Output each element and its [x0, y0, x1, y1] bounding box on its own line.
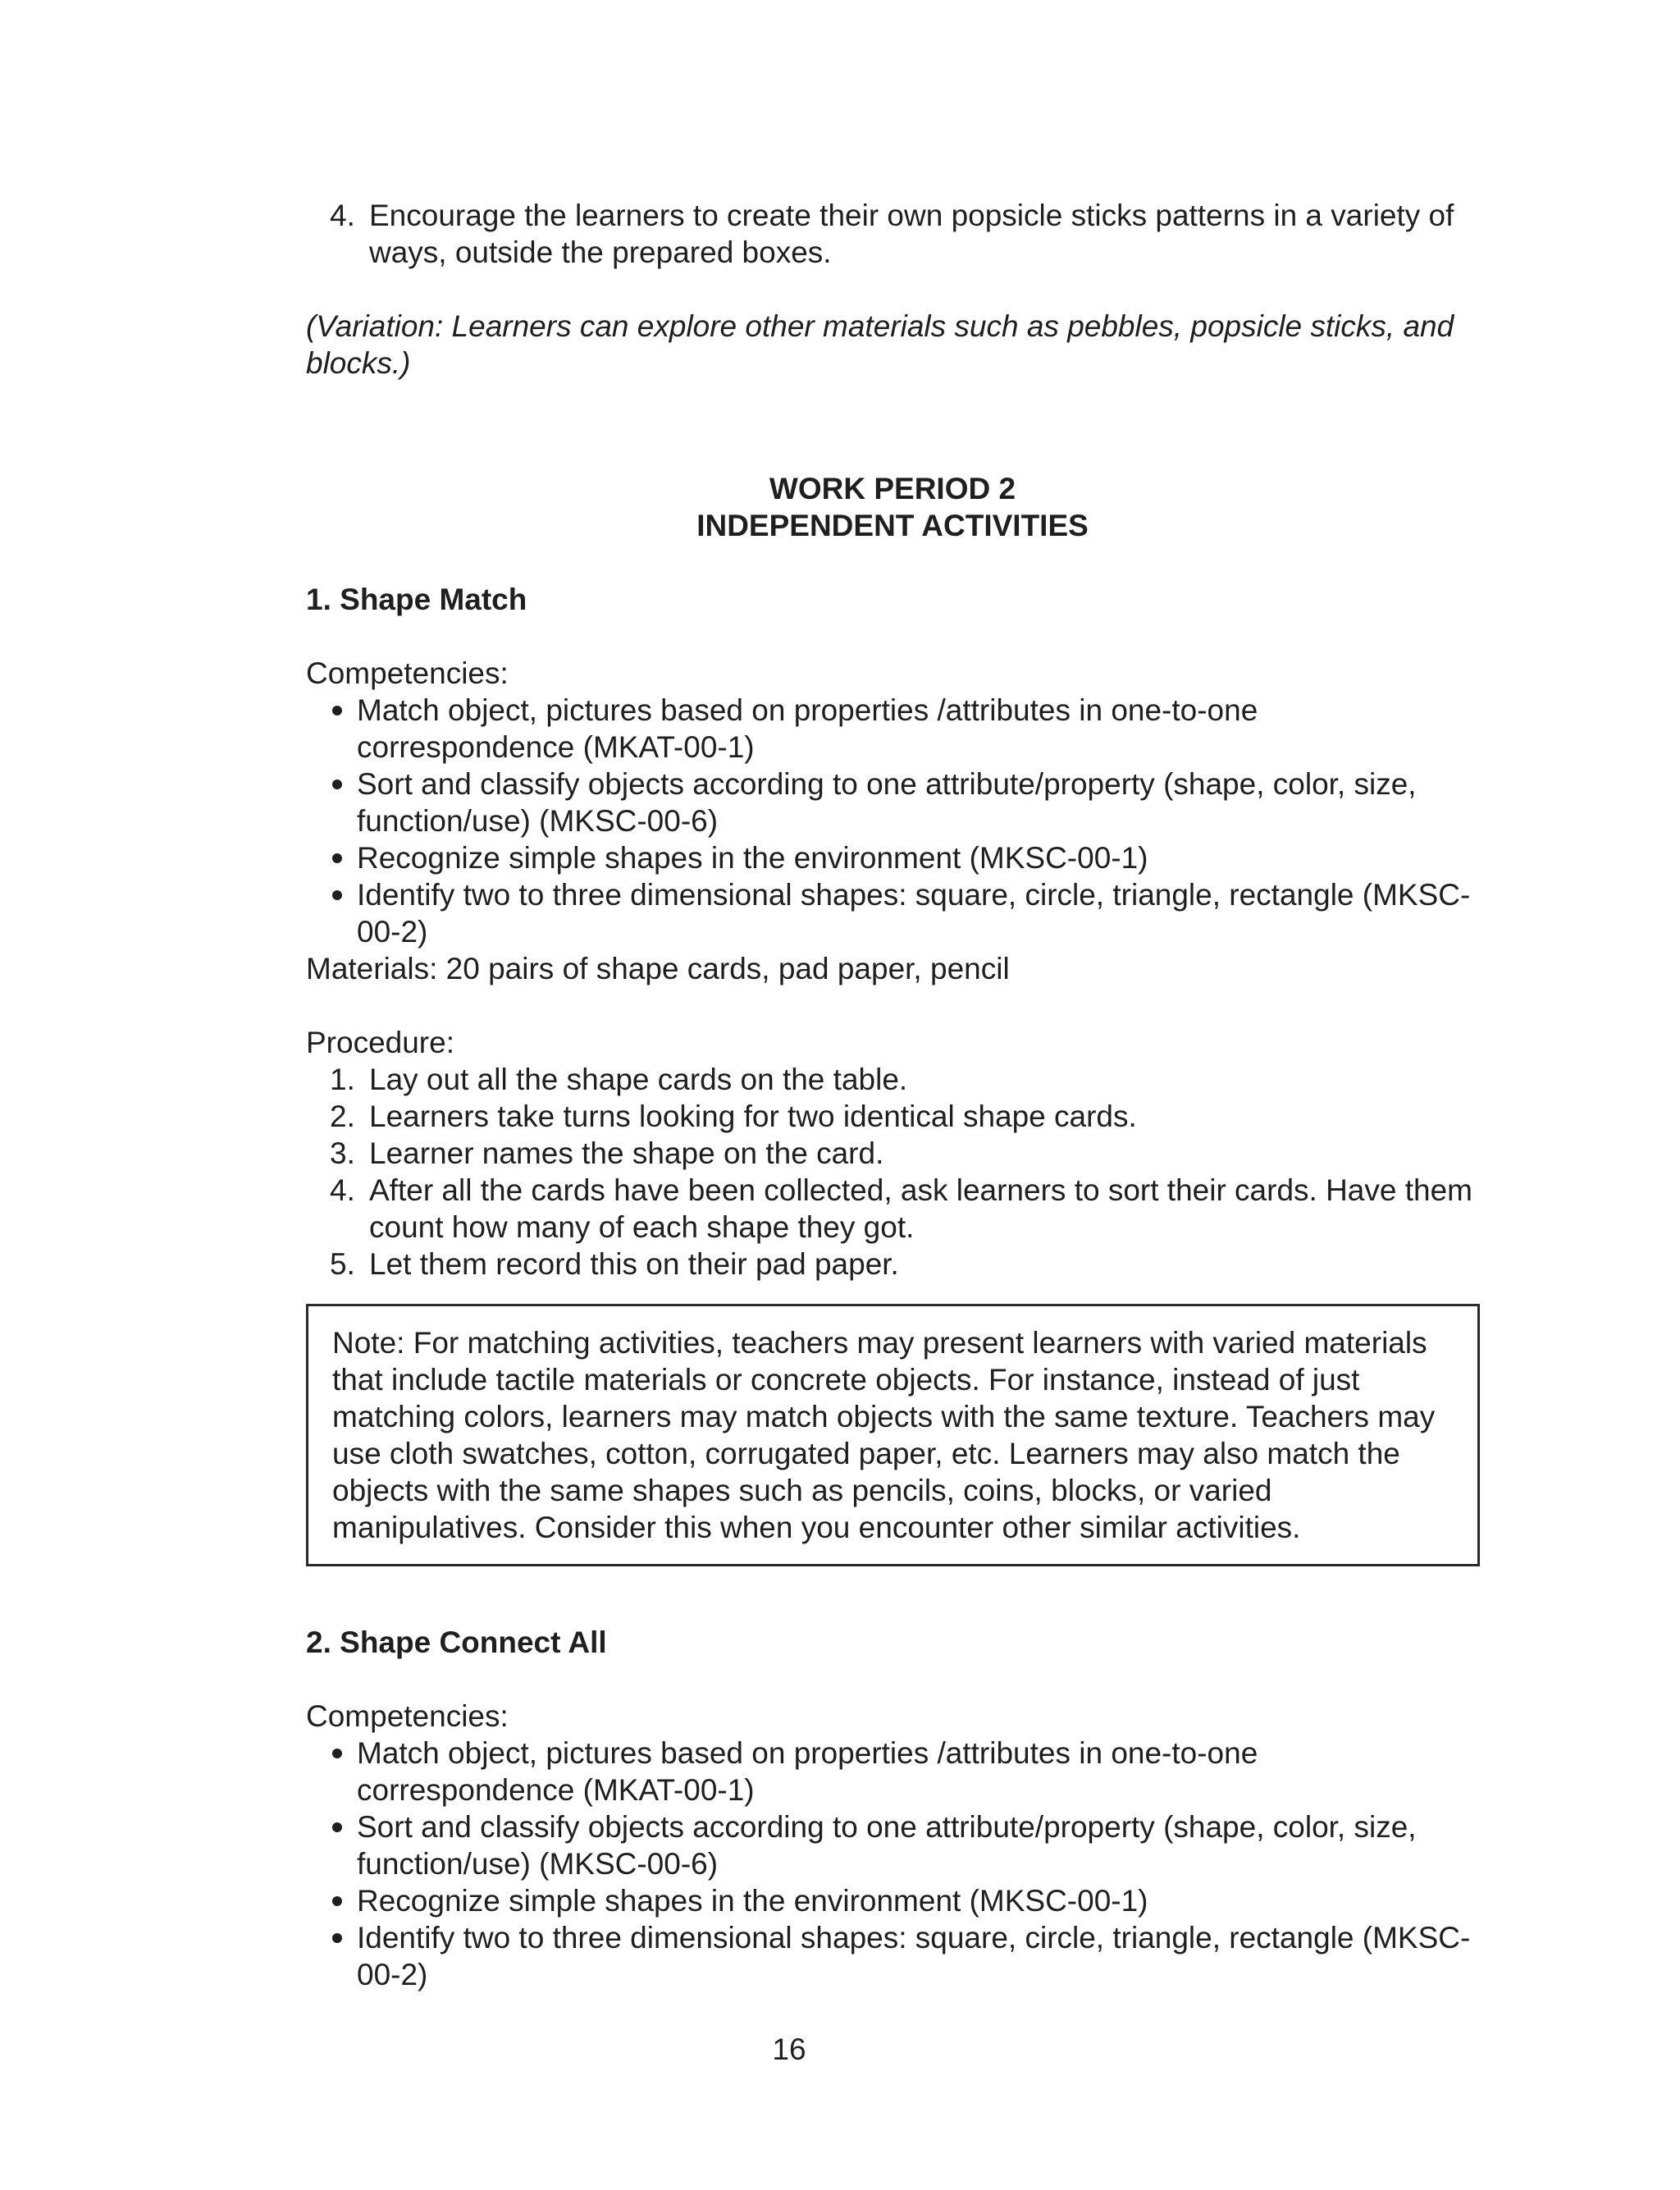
list-text: Learners take turns looking for two identical shape cards. [369, 1100, 1137, 1133]
list-item [306, 1061, 1479, 1098]
list-item [306, 1246, 1479, 1282]
list-number: 2. [330, 1100, 355, 1133]
list-text: Recognize simple shapes in the environment (MKSC-00-1) [357, 841, 1148, 875]
activity1-procedure [306, 1061, 1479, 1282]
list-text: Identify two to three dimensional shapes: square, circle, triangle, rectangle (MKSC-00-2) [357, 878, 1471, 949]
list-text: Learner names the shape on the card. [369, 1136, 884, 1170]
list-text: Sort and classify objects according to one attribute/property (shape, color, size, function/use) (MKSC-00-6) [357, 767, 1417, 838]
bullet-icon [332, 1822, 342, 1832]
work-period-heading [306, 470, 1479, 544]
list-text: Lay out all the shape cards on the table. [369, 1063, 908, 1096]
activity2-competencies-label: Competencies: [306, 1699, 509, 1733]
list-item [306, 1098, 1479, 1135]
page-number: 16 [772, 2032, 806, 2066]
list-text: Identify two to three dimensional shapes: square, circle, triangle, rectangle (MKSC-00-2) [357, 1921, 1471, 1991]
note-text: Note: For matching activities, teachers may present learners with varied materials that include tactile materials or concrete objects. For instance, instead of just matching colors, learners may match objects with the same texture. Teachers may use cloth swatches, cotton, corrugated paper, etc. Learners may also match the objects with the same shapes such as pencils, coins, blocks, or varied manipulatives. Consider this when you encounter other similar activities. [332, 1326, 1436, 1544]
bullet-icon [332, 1933, 342, 1943]
document-page [306, 197, 1479, 1993]
note-box [306, 1304, 1480, 1566]
activity1-competencies [306, 692, 1479, 950]
bullet-icon [332, 1749, 342, 1758]
variation-note: (Variation: Learners can explore other materials such as pebbles, popsicle sticks, and blocks.) [306, 309, 1454, 380]
list-text: Recognize simple shapes in the environment (MKSC-00-1) [357, 1884, 1148, 1918]
list-number: 4. [330, 1173, 355, 1207]
list-number: 4. [330, 199, 355, 232]
list-text: Match object, pictures based on properties /attributes in one-to-one correspondence (MKAT-00-1) [357, 693, 1258, 764]
activity1-procedure-label: Procedure: [306, 1026, 454, 1059]
bullet-icon [332, 706, 342, 716]
bullet-icon [332, 780, 342, 789]
list-item [306, 1919, 1479, 1993]
list-text: Let them record this on their pad paper. [369, 1247, 899, 1281]
list-item [306, 1882, 1479, 1919]
intro-list [306, 197, 1479, 271]
list-item [306, 839, 1479, 876]
activity1-title: 1. Shape Match [306, 583, 527, 616]
list-item [306, 876, 1479, 950]
list-text: Match object, pictures based on properties /attributes in one-to-one correspondence (MKAT-00-1) [357, 1736, 1258, 1807]
list-item [306, 1735, 1479, 1808]
bullet-icon [332, 1896, 342, 1906]
list-number: 1. [330, 1063, 355, 1096]
list-item [306, 692, 1479, 766]
list-item [306, 766, 1479, 839]
activity2-competencies [306, 1735, 1479, 1993]
bullet-icon [332, 890, 342, 900]
list-text: Encourage the learners to create their own popsicle sticks patterns in a variety of ways, outside the prepared boxes. [369, 199, 1454, 269]
list-number: 3. [330, 1136, 355, 1170]
list-item [306, 1808, 1479, 1882]
list-item [306, 1172, 1479, 1246]
activity1-competencies-label: Competencies: [306, 656, 509, 690]
work-period-line2: INDEPENDENT ACTIVITIES [696, 509, 1089, 542]
list-item [306, 1135, 1479, 1172]
activity1-materials: Materials: 20 pairs of shape cards, pad paper, pencil [306, 952, 1010, 985]
work-period-line1: WORK PERIOD 2 [769, 472, 1016, 505]
activity2-title: 2. Shape Connect All [306, 1625, 607, 1659]
list-number: 5. [330, 1247, 355, 1281]
list-item [306, 197, 1479, 271]
bullet-icon [332, 853, 342, 863]
list-text: After all the cards have been collected, ask learners to sort their cards. Have them count how many of each shape they got. [369, 1173, 1472, 1244]
list-text: Sort and classify objects according to one attribute/property (shape, color, size, function/use) (MKSC-00-6) [357, 1810, 1417, 1881]
